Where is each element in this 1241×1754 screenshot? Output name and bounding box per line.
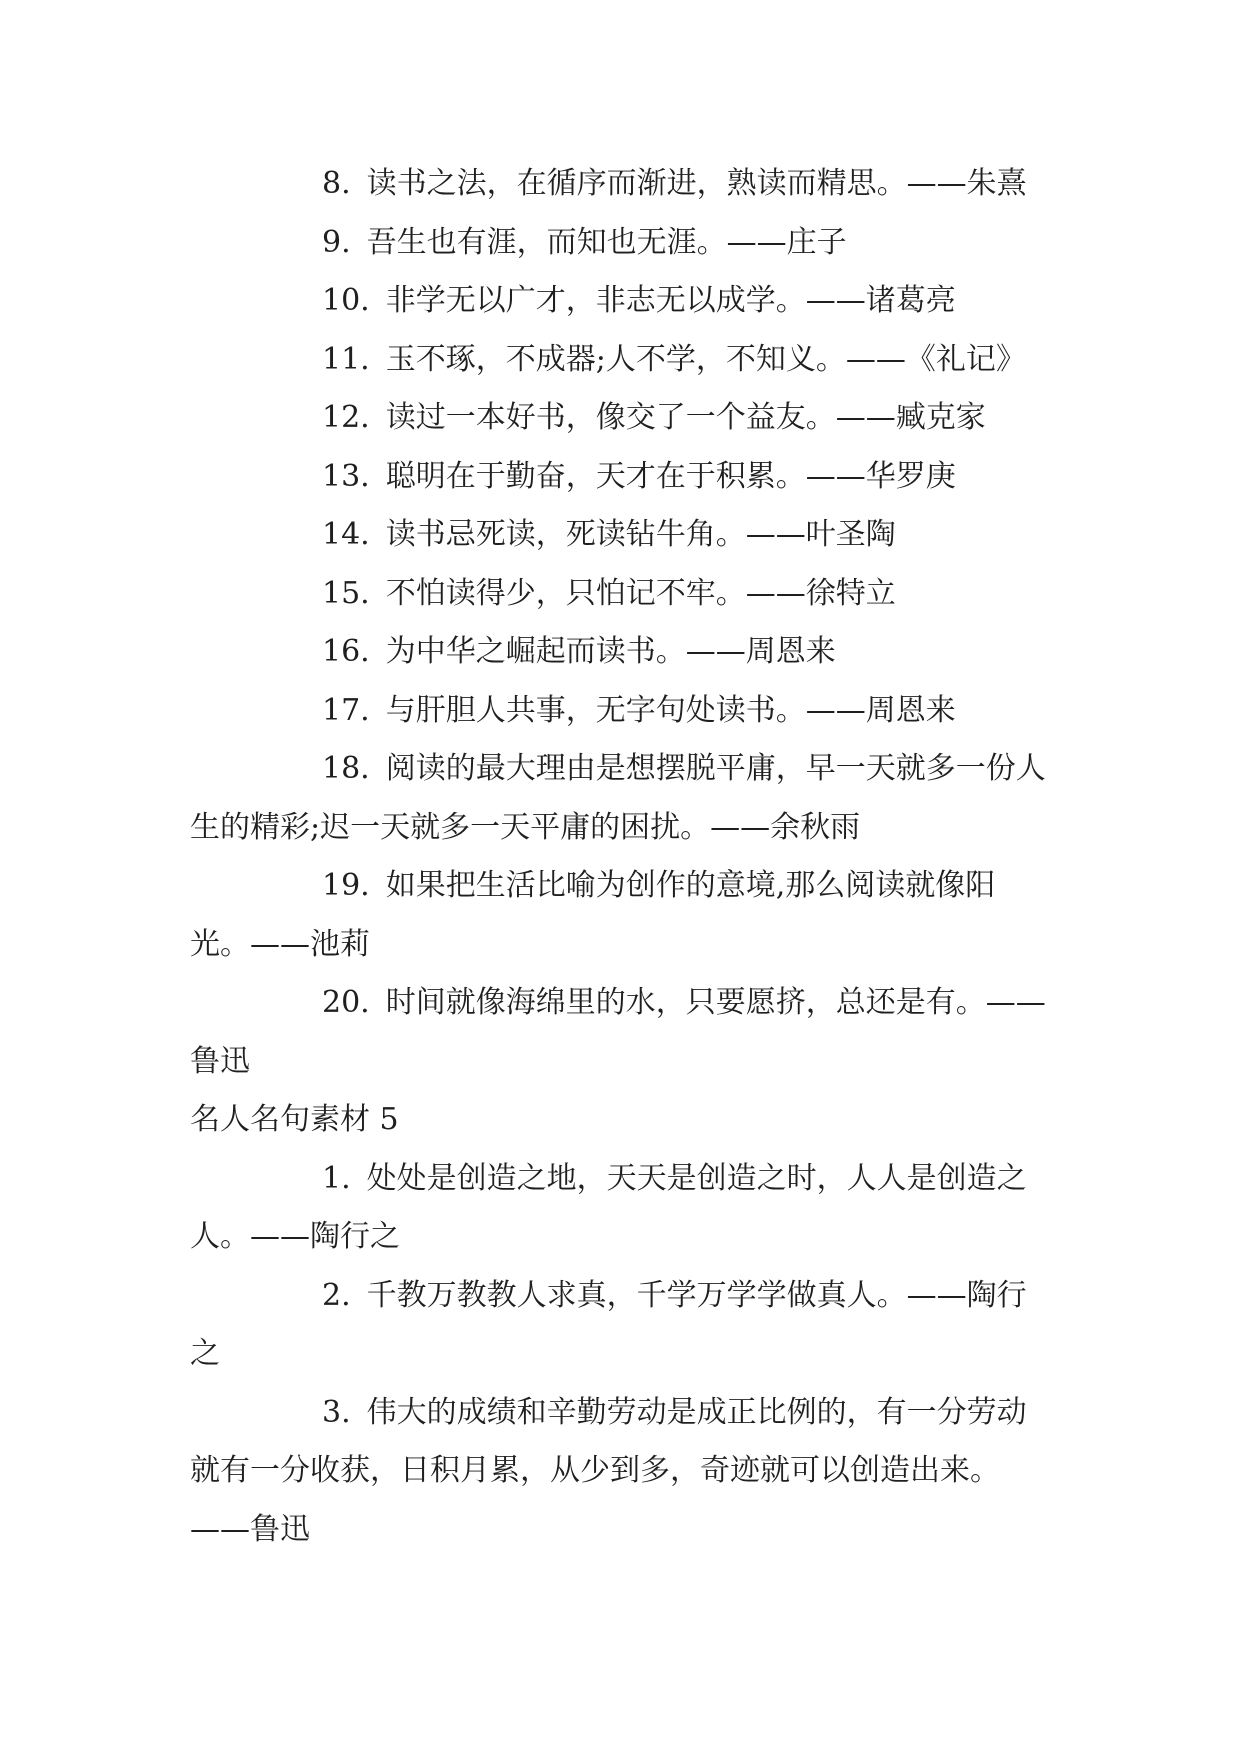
quote-text: 玉不琢，不成器;人不学，不知义。——《礼记》 xyxy=(385,341,1026,377)
quote-text: 与肝胆人共事，无字句处读书。——周恩来 xyxy=(385,692,956,728)
quote-text: 聪明在于勤奋，天才在于积累。——华罗庚 xyxy=(385,458,956,494)
quote-number: 17. xyxy=(322,692,370,728)
quote-item xyxy=(190,1150,1050,1267)
quote-number: 10. xyxy=(322,283,370,318)
quote-text: 非学无以广才，非志无以成学。——诸葛亮 xyxy=(385,283,956,318)
quote-number: 2. xyxy=(322,1277,351,1313)
quote-item xyxy=(190,857,1050,974)
quote-item xyxy=(190,1384,1050,1560)
quote-item xyxy=(190,623,1050,682)
quote-number: 8. xyxy=(322,166,351,201)
quote-number: 20. xyxy=(322,985,370,1020)
quote-item xyxy=(190,389,1050,448)
quote-number: 9. xyxy=(322,224,351,260)
document-body xyxy=(190,155,1050,1559)
quote-number: 3. xyxy=(322,1394,351,1430)
quote-item xyxy=(190,214,1050,273)
quote-number: 13. xyxy=(322,458,370,494)
quote-text: 读书忌死读，死读钻牛角。——叶圣陶 xyxy=(385,517,896,552)
quote-text: 处处是创造之地，天天是创造之时，人人是创造之人。——陶行之 xyxy=(190,1160,1027,1254)
quote-text: 不怕读得少，只怕记不牢。——徐特立 xyxy=(385,575,896,611)
quote-number: 1. xyxy=(322,1160,351,1196)
quote-item xyxy=(190,448,1050,507)
quote-item xyxy=(190,506,1050,565)
quote-number: 14. xyxy=(322,517,370,552)
quote-item xyxy=(190,155,1050,214)
quote-item xyxy=(190,682,1050,741)
quote-text: 为中华之崛起而读书。——周恩来 xyxy=(385,634,836,669)
quote-item xyxy=(190,1267,1050,1384)
quote-number: 19. xyxy=(322,868,370,903)
quote-text: 时间就像海绵里的水，只要愿挤，总还是有。——鲁迅 xyxy=(190,985,1046,1079)
quote-item xyxy=(190,974,1050,1091)
quote-text: 读过一本好书，像交了一个益友。——臧克家 xyxy=(385,400,986,435)
quote-item xyxy=(190,331,1050,390)
quote-number: 12. xyxy=(322,400,370,435)
quote-text: 阅读的最大理由是想摆脱平庸，早一天就多一份人生的精彩;迟一天就多一天平庸的困扰。——余秋雨 xyxy=(190,751,1046,845)
quote-item xyxy=(190,272,1050,331)
section-heading: 名人名句素材 5 xyxy=(190,1102,399,1137)
quote-number: 18. xyxy=(322,751,370,786)
quote-item xyxy=(190,565,1050,624)
quote-text: 如果把生活比喻为创作的意境,那么阅读就像阳光。——池莉 xyxy=(190,868,996,962)
quote-number: 15. xyxy=(322,575,370,611)
quote-number: 16. xyxy=(322,634,370,669)
quote-number: 11. xyxy=(322,341,370,377)
quote-item xyxy=(190,740,1050,857)
quote-text: 读书之法，在循序而渐进，熟读而精思。——朱熹 xyxy=(366,166,1027,201)
quote-text: 吾生也有涯，而知也无涯。——庄子 xyxy=(366,224,847,260)
quote-text: 千教万教教人求真，千学万学学做真人。——陶行之 xyxy=(190,1277,1027,1371)
quote-text: 伟大的成绩和辛勤劳动是成正比例的，有一分劳动就有一分收获，日积月累，从少到多，奇迹就可以创造出来。——鲁迅 xyxy=(190,1394,1027,1547)
